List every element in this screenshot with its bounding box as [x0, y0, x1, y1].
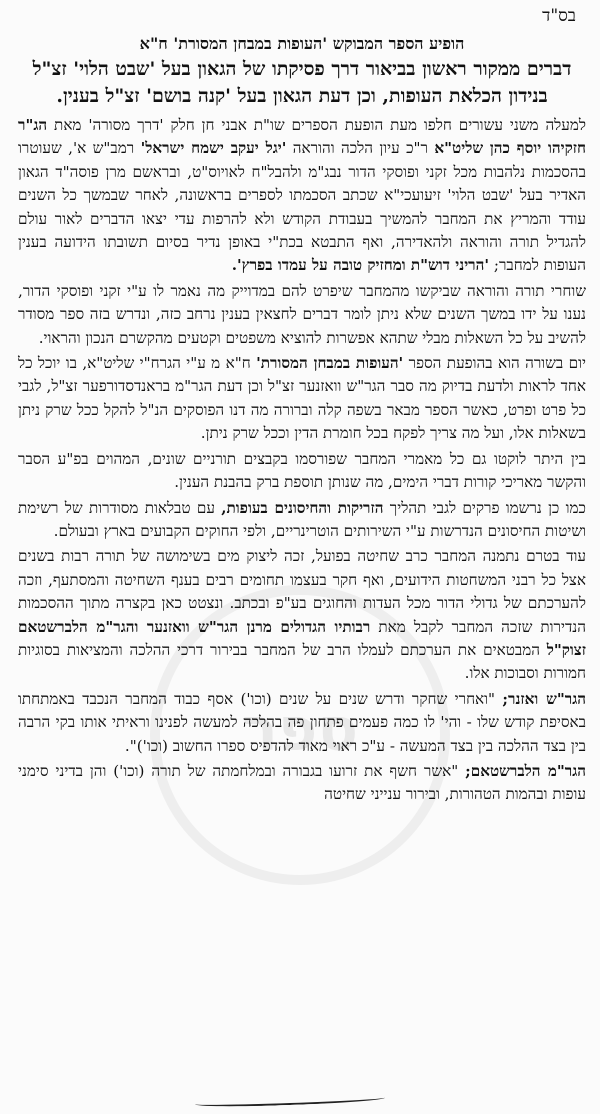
text-run: שוחרי תורה והוראה שביקשו מהמחבר שיפרט להם במדוייק מה נאמר לו ע"י זקני ופוסקי הדור, נענו על ידו במשך השנים שלא ניתן לומר דברים לחצאין בענין נרחב כזה, ונדרש בזה ספר מסודר להשיב על כל השאלות מבלי שתהא אפשרות להוציא משפטים וקטעים מהקשרם הנכון והראוי.	[18, 281, 586, 347]
pen-underline-mark	[195, 1094, 385, 1109]
bold-text-run: הזריקות והחיסונים בעופות,	[221, 498, 384, 517]
text-run: "אשר חשף את זרועו בגבורה ובמלחמתה של תורה (וכו') והן בדיני סימני עופות ובהמות הטהורות, ובירור ענייני שחיטה	[18, 761, 586, 804]
text-run: רמב"ש א', שעוטרו בהסכמות נלהבות מכל זקני ופוסקי הדור נבג"מ ולהבל"ח לאויוס"ט, ובראשם מרן פוסה"ד הגאון האדיר בעל 'שבט הלוי' זיעועכי"א שכתב הסכמתו לספרים בראשונה, לאחר שבמשך כל השנים עודד והמריץ את המחבר להמשיך בעבודת הקודש ולא להרפות עדי יצאו הדברים לאור עולם להגדיל תורה והוראה ולהאדירה, ואף התבטא בכת"י באופן נדיר בסיום תשובתו הידועה בענין העופות למחבר;	[18, 139, 586, 275]
text-run: ח"א מ ע"י הגרח"י שליט"א, בו יוכל כל אחד לראות ולדעת בדיוק מה סבר הגר"ש וואזנער זצ"ל וכן דעת הגר"מ בראנדסדורפער זצ"ל, לגבי כל פרט ופרט, כאשר הספר מבאר בשפה קלה וברורה מה דנו הפוסקים הנ"ל להקל ככל שרק ניתן בשאלות אלו, ועל מה צריך לפקח בכל חומרת הדין וככל שרק ניתן.	[18, 354, 586, 443]
paragraph	[18, 497, 586, 544]
text-run: עוד בטרם נתמנה המחבר כרב שחיטה בפועל, זכה ליצוק מים בשימושה של תורה רבות בשנים אצל כל רבני המשחטות הידועים, ואף חקר בעצמו תחומים רבים בענף השחיטה והמסתעף, וזכה להערכתם של גדולי הדור מכל העדות והחוגים בע"פ ובכתב. ונצטט כאן בקצרה מתוך ההסכמות הנדירות שזכה המחבר לקבל מאת	[18, 547, 586, 636]
paragraph	[18, 760, 586, 807]
text-run: יום בשורה הוא בהופעת הספר	[403, 354, 586, 373]
bold-text-run: 'יגל יעקב ישמח ישראל'	[140, 139, 287, 158]
paragraph	[18, 352, 586, 446]
bold-text-run: הג"ר חזקיהו יוסף כהן שליט"א	[18, 116, 586, 158]
paragraph	[18, 114, 586, 278]
bold-text-run: הגר"מ הלברשטאם;	[465, 761, 586, 780]
paragraph	[18, 688, 586, 758]
text-run: בין היתר לוקטו גם כל מאמרי המחבר שפורסמו בקבצים תורניים שונים, המהוים בפ"ע הסבר והקשר מאריכי קורות דברי הימים, מה שנותן תוספת ברק בהבנת הענין.	[18, 449, 586, 492]
bsd-header: בס"ד	[542, 6, 576, 26]
announcement-subtitle: הופיע הספר המבוקש 'העופות במבחן המסורת' ח"א	[139, 34, 465, 53]
paragraph	[18, 545, 586, 685]
text-run: עם טבלאות מסודרות של רשימת ושיטות החיסונים הנדרשות ע"י השירותים הוטרינריים, ולפי החוקים הקבועים בארץ ובעולם.	[18, 498, 586, 540]
text-run: ר"כ עיון הלכה והוראה	[286, 139, 435, 158]
paragraph	[18, 448, 586, 495]
text-run: "ואחרי שחקר ודרש שנים על שנים (וכו') אסף כבוד המחבר הנכבד באמתחתו באסיפת קודש שלו - והי' לו כמה פעמים פתחון פה בהלכה למעשה לפנינו וראיתי אותו בקי הרבה בין בצד ההלכה בין בצד המעשה - ע"כ ראוי מאוד להדפיס ספרו החשוב (וכו')".	[18, 689, 586, 755]
bold-text-run: הגר"ש ואזנר;	[502, 689, 587, 708]
paragraph	[18, 280, 586, 350]
bold-text-run: 'העופות במבחן המסורת'	[256, 354, 404, 373]
text-run: כמו כן נרשמו פרקים לגבי תהליך	[383, 498, 586, 517]
text-run: למעלה משני עשורים חלפו מעת הופעת הספרים שו"ת אבני חן חלק 'דרך מסורה' מאת	[47, 116, 586, 134]
article-title: דברים ממקור ראשון בביאור דרך פסיקתו של הגאון בעל 'שבט הלוי' זצ"ל בנידון הכלאת העופות, וכן דעת הגאון בעל 'קנה בושם' זצ"ל בענין.	[32, 58, 572, 107]
text-run: המבטאים את הערכתם לעמלו הרב של המחבר בבירור דרכי ההלכה והמציאות בסוגיות חמורות וסבוכות אלו.	[18, 640, 586, 683]
watermark-seal: ספר	[150, 585, 450, 885]
bold-text-run: 'הריני דוש"ת ומחזיק טובה על עמדו בפרץ'.	[231, 256, 490, 275]
bold-text-run: רבותיו הגדולים מרנן הגר"ש וואזנער והגר"מ הלברשטאם זצוק"ל	[18, 617, 586, 659]
article-body	[18, 34, 586, 809]
